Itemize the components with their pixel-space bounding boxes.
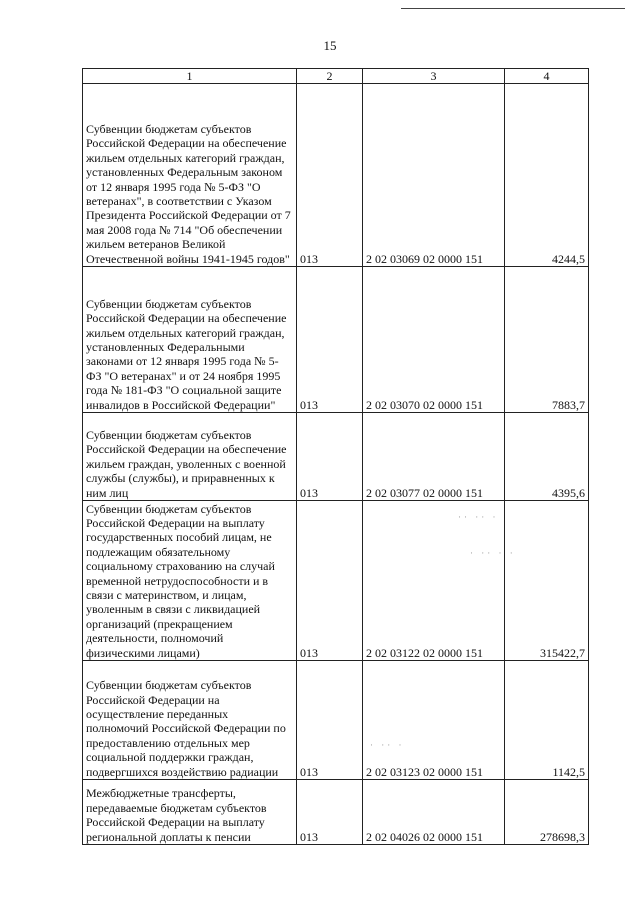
table-row — [83, 661, 589, 780]
row-amount: 1142,5 — [505, 661, 589, 780]
table-header-row — [83, 69, 589, 84]
row-budget-code: 2 02 04026 02 0000 151 — [363, 780, 505, 845]
header-col-1: 1 — [83, 69, 297, 84]
table-row — [83, 501, 589, 661]
top-rule — [401, 8, 625, 9]
budget-table — [82, 68, 589, 845]
row-amount: 4244,5 — [505, 84, 589, 267]
scan-artifact: · ·· · — [370, 740, 405, 750]
row-admin-code: 013 — [297, 84, 363, 267]
row-admin-code: 013 — [297, 413, 363, 501]
row-admin-code: 013 — [297, 661, 363, 780]
row-description: Субвенции бюджетам субъектов Российской Федерации на обеспечение жильем граждан, уволенных с военной службы (службы), и приравненных к ним лиц — [83, 413, 297, 501]
row-amount: 315422,7 — [505, 501, 589, 661]
row-budget-code: 2 02 03069 02 0000 151 — [363, 84, 505, 267]
row-description: Межбюджетные трансферты, передаваемые бюджетам субъектов Российской Федерации на выплату региональной доплаты к пенсии — [83, 780, 297, 845]
scan-artifact: · ·· · · — [470, 548, 516, 558]
table-row — [83, 780, 589, 845]
row-description: Субвенции бюджетам субъектов Российской Федерации на выплату государственных пособий лицам, не подлежащим обязательному социальному страхованию на случай временной нетрудоспособности и в связи с материнством, и лицам, уволенным в связи с ликвидацией организаций (прекращением деятельности, полномочий физическими лицами) — [83, 501, 297, 661]
row-description: Субвенции бюджетам субъектов Российской Федерации на обеспечение жильем отдельных категорий граждан, установленных Федеральными законами от 12 января 1995 года № 5-ФЗ "О ветеранах" и от 24 ноября 1995 года № 181-ФЗ "О социальной защите инвалидов в Российской Федерации" — [83, 267, 297, 413]
row-budget-code: 2 02 03123 02 0000 151 — [363, 661, 505, 780]
table-row — [83, 84, 589, 267]
row-admin-code: 013 — [297, 780, 363, 845]
header-col-2: 2 — [297, 69, 363, 84]
row-budget-code: 2 02 03070 02 0000 151 — [363, 267, 505, 413]
table-row — [83, 413, 589, 501]
row-description: Субвенции бюджетам субъектов Российской Федерации на осуществление переданных полномочий Российской Федерации по предоставлению отдельных мер социальной поддержки граждан, подвергшихся воздействию радиации — [83, 661, 297, 780]
row-budget-code: 2 02 03122 02 0000 151 — [363, 501, 505, 661]
row-amount: 278698,3 — [505, 780, 589, 845]
page-number: 15 — [323, 38, 337, 53]
table-row — [83, 267, 589, 413]
row-amount: 4395,6 — [505, 413, 589, 501]
row-description: Субвенции бюджетам субъектов Российской Федерации на обеспечение жильем отдельных категорий граждан, установленных Федеральным законом от 12 января 1995 года № 5-ФЗ "О ветеранах", в соответствии с Указом Президента Российской Федерации от 7 мая 2008 года № 714 "Об обеспечении жильем ветеранов Великой Отечественной войны 1941-1945 годов" — [83, 84, 297, 267]
row-amount: 7883,7 — [505, 267, 589, 413]
row-budget-code: 2 02 03077 02 0000 151 — [363, 413, 505, 501]
scan-artifact: ·· ·· · — [458, 512, 499, 522]
row-admin-code: 013 — [297, 267, 363, 413]
row-admin-code: 013 — [297, 501, 363, 661]
header-col-3: 3 — [363, 69, 505, 84]
header-col-4: 4 — [505, 69, 589, 84]
